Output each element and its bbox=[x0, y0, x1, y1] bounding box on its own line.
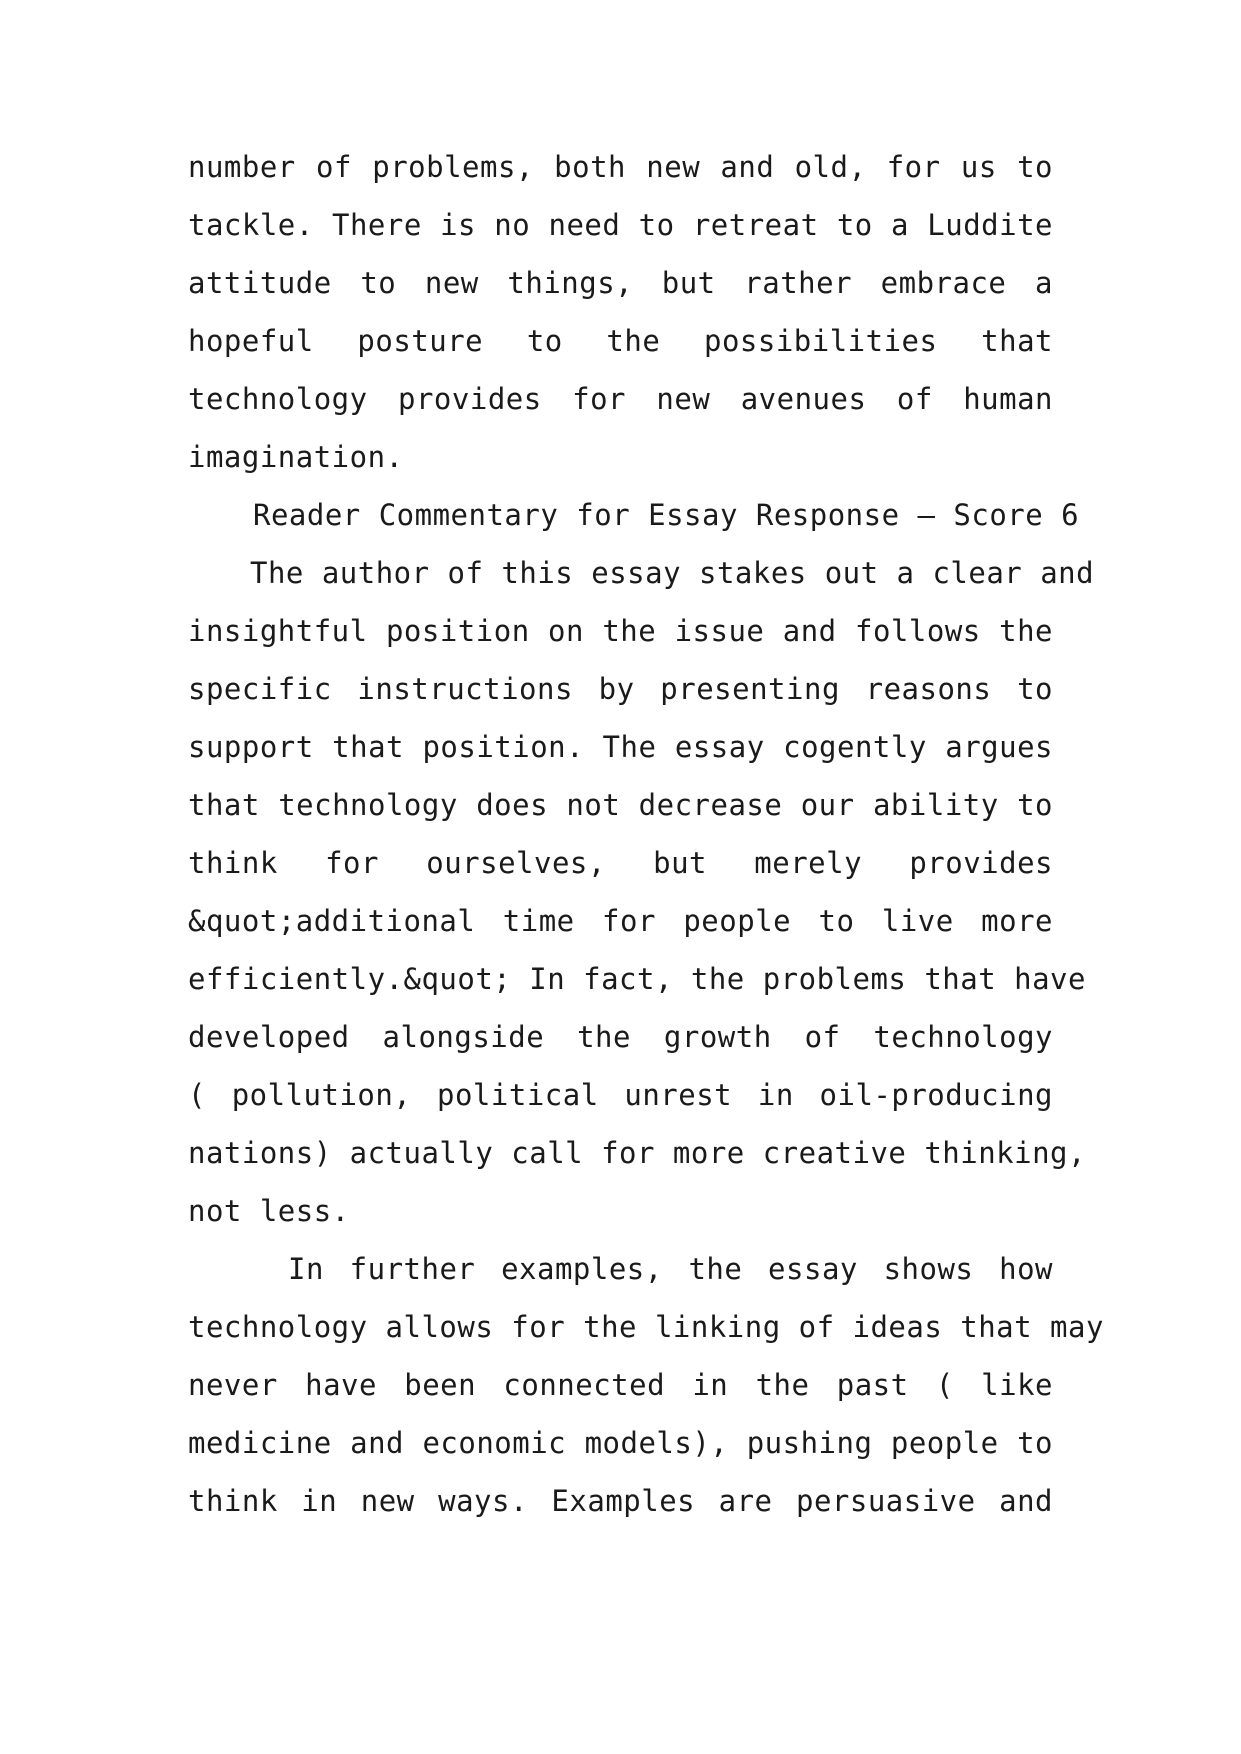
text-line: efficiently.&quot; In fact, the problems that have bbox=[188, 962, 1086, 996]
text-line: specific instructions by presenting reasons to bbox=[188, 672, 1053, 706]
text-line: number of problems, both new and old, for us to bbox=[188, 150, 1053, 184]
text-line: insightful position on the issue and follows the bbox=[188, 614, 1053, 648]
text-line: attitude to new things, but rather embrace a bbox=[188, 266, 1053, 300]
text-line: technology allows for the linking of ideas that may bbox=[188, 1310, 1104, 1344]
text-line: think for ourselves, but merely provides bbox=[188, 846, 1053, 880]
text-line: nations) actually call for more creative thinking, bbox=[188, 1136, 1086, 1170]
text-line: medicine and economic models), pushing people to bbox=[188, 1426, 1053, 1460]
text-line: hopeful posture to the possibilities that bbox=[188, 324, 1053, 358]
paragraph-commentary bbox=[188, 544, 1095, 1240]
text-line: In further examples, the essay shows how bbox=[288, 1252, 1053, 1286]
text-line: ( pollution, political unrest in oil-producing bbox=[188, 1078, 1053, 1112]
text-line: tackle. There is no need to retreat to a Luddite bbox=[188, 208, 1053, 242]
text-line: &quot;additional time for people to live more bbox=[188, 904, 1053, 938]
text-line: think in new ways. Examples are persuasive and bbox=[188, 1484, 1053, 1518]
text-line: The author of this essay stakes out a clear and bbox=[250, 556, 1095, 590]
text-line: never have been connected in the past ( like bbox=[188, 1368, 1053, 1402]
paragraph-conclusion bbox=[188, 138, 1053, 486]
text-line: not less. bbox=[188, 1194, 350, 1228]
text-line: technology provides for new avenues of human bbox=[188, 382, 1053, 416]
paragraph-further-examples bbox=[188, 1240, 1104, 1530]
text-line: imagination. bbox=[188, 440, 404, 474]
essay-text bbox=[188, 138, 1104, 1530]
text-line: support that position. The essay cogently argues bbox=[188, 730, 1053, 764]
text-line: developed alongside the growth of technology bbox=[188, 1020, 1053, 1054]
commentary-heading: Reader Commentary for Essay Response — Score 6 bbox=[253, 498, 1080, 532]
text-line: that technology does not decrease our ability to bbox=[188, 788, 1053, 822]
